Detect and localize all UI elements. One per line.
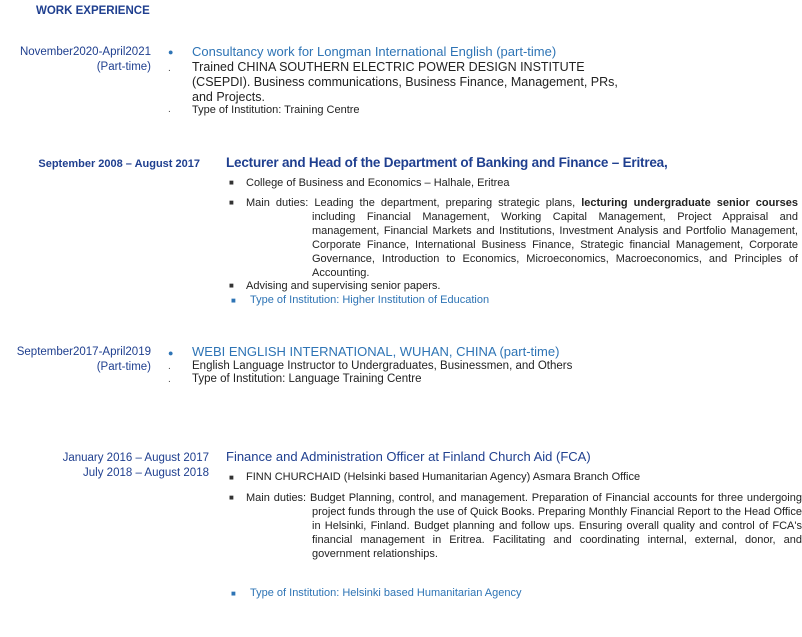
square-bullet-icon: ■ (229, 198, 234, 207)
entry-2-duties-rest: including Financial Management, Working Capital Management, Project Appraisal and management, Financial Markets and Institutions, Investment Analysis and Portfolio Management, Corporate Finance, International Business Finance, Strategic financial Management, Corporate Governance, Introduction to Economics, Microeconomics, Macroeconomics, and Principles of Accounting. (312, 211, 798, 279)
entry-2-duties-prefix: Main duties: Leading the department, preparing strategic plans, (246, 197, 582, 209)
entry-1-date-range: November2020-April2021 (19, 46, 151, 58)
square-bullet-icon: ■ (231, 296, 236, 305)
entry-3-line: English Language Instructor to Undergraduates, Businessmen, and Others (192, 360, 573, 372)
entry-2-institution: Type of Institution: Higher Institution of Education (250, 294, 490, 306)
entry-3-date-range: September2017-April2019 (16, 346, 151, 358)
entry-4-title: Finance and Administration Officer at Finland Church Aid (FCA) (226, 449, 591, 464)
entry-3-title: WEBI ENGLISH INTERNATIONAL, WUHAN, CHINA (part-time) (192, 344, 560, 359)
bullet-dot-icon: ● (168, 348, 174, 358)
entry-4-date-range-2: July 2018 – August 2018 (83, 467, 209, 479)
entry-4-duties-rest: Budget Planning, control, and management. Preparation of Financial accounts for three undergoing project funds through the use of Quick Books. Preparing Monthly Financial Report to the Head Office in Helsinki, Finland. Budget planning and follow ups. Ensuring overall quality and control of FCA's financial management in Eritrea. Facilitating and coordinating internal, external, donor, and government relationships. (309, 492, 802, 560)
square-bullet-icon: ■ (229, 178, 234, 187)
entry-1-date-note: (Part-time) (96, 61, 151, 73)
entry-3-institution: Type of Institution: Language Training Centre (192, 373, 422, 385)
entry-2-title: Lecturer and Head of the Department of Banking and Finance – Eritrea, (226, 155, 668, 170)
entry-1-institution: Type of Institution: Training Centre (192, 104, 360, 116)
bullet-dot-icon: ● (168, 47, 174, 57)
bullet-dot-icon: . (168, 104, 171, 115)
entry-4-date (63, 451, 209, 481)
entry-2-duties (246, 196, 798, 280)
entry-2-duties-bold: lecturing undergraduate senior courses (581, 197, 798, 209)
entry-2-date (38, 157, 200, 172)
entry-4-org: FINN CHURCHAID (Helsinki based Humanitarian Agency) Asmara Branch Office (246, 471, 641, 483)
entry-2-college: College of Business and Economics – Halhale, Eritrea (246, 177, 510, 189)
entry-1-title: Consultancy work for Longman International English (part-time) (192, 44, 557, 59)
square-bullet-icon: ■ (231, 589, 236, 598)
square-bullet-icon: ■ (229, 281, 234, 290)
entry-4-institution: Type of Institution: Helsinki based Humanitarian Agency (250, 587, 522, 599)
entry-1-line-3: and Projects. (192, 90, 265, 104)
entry-1-line-1: Trained CHINA SOUTHERN ELECTRIC POWER DESIGN INSTITUTE (192, 60, 585, 74)
entry-4-duties-prefix: Main duties: (246, 492, 310, 504)
entry-3-date (17, 345, 151, 375)
entry-1-date (20, 45, 151, 75)
entry-2-advising: Advising and supervising senior papers. (246, 280, 441, 292)
square-bullet-icon: ■ (229, 473, 234, 482)
section-title: WORK EXPERIENCE (36, 5, 150, 17)
bullet-dot-icon: . (168, 63, 171, 74)
entry-2-date-range: September 2008 – August 2017 (38, 158, 200, 170)
entry-4-date-range-1: January 2016 – August 2017 (62, 452, 209, 464)
square-bullet-icon: ■ (229, 493, 234, 502)
entry-1-line-2: (CSEPDI). Business communications, Business Finance, Management, PRs, (192, 75, 618, 89)
bullet-dot-icon: . (168, 361, 171, 372)
entry-3-date-note: (Part-time) (96, 361, 151, 373)
entry-4-duties (246, 491, 802, 561)
bullet-dot-icon: . (168, 374, 171, 385)
